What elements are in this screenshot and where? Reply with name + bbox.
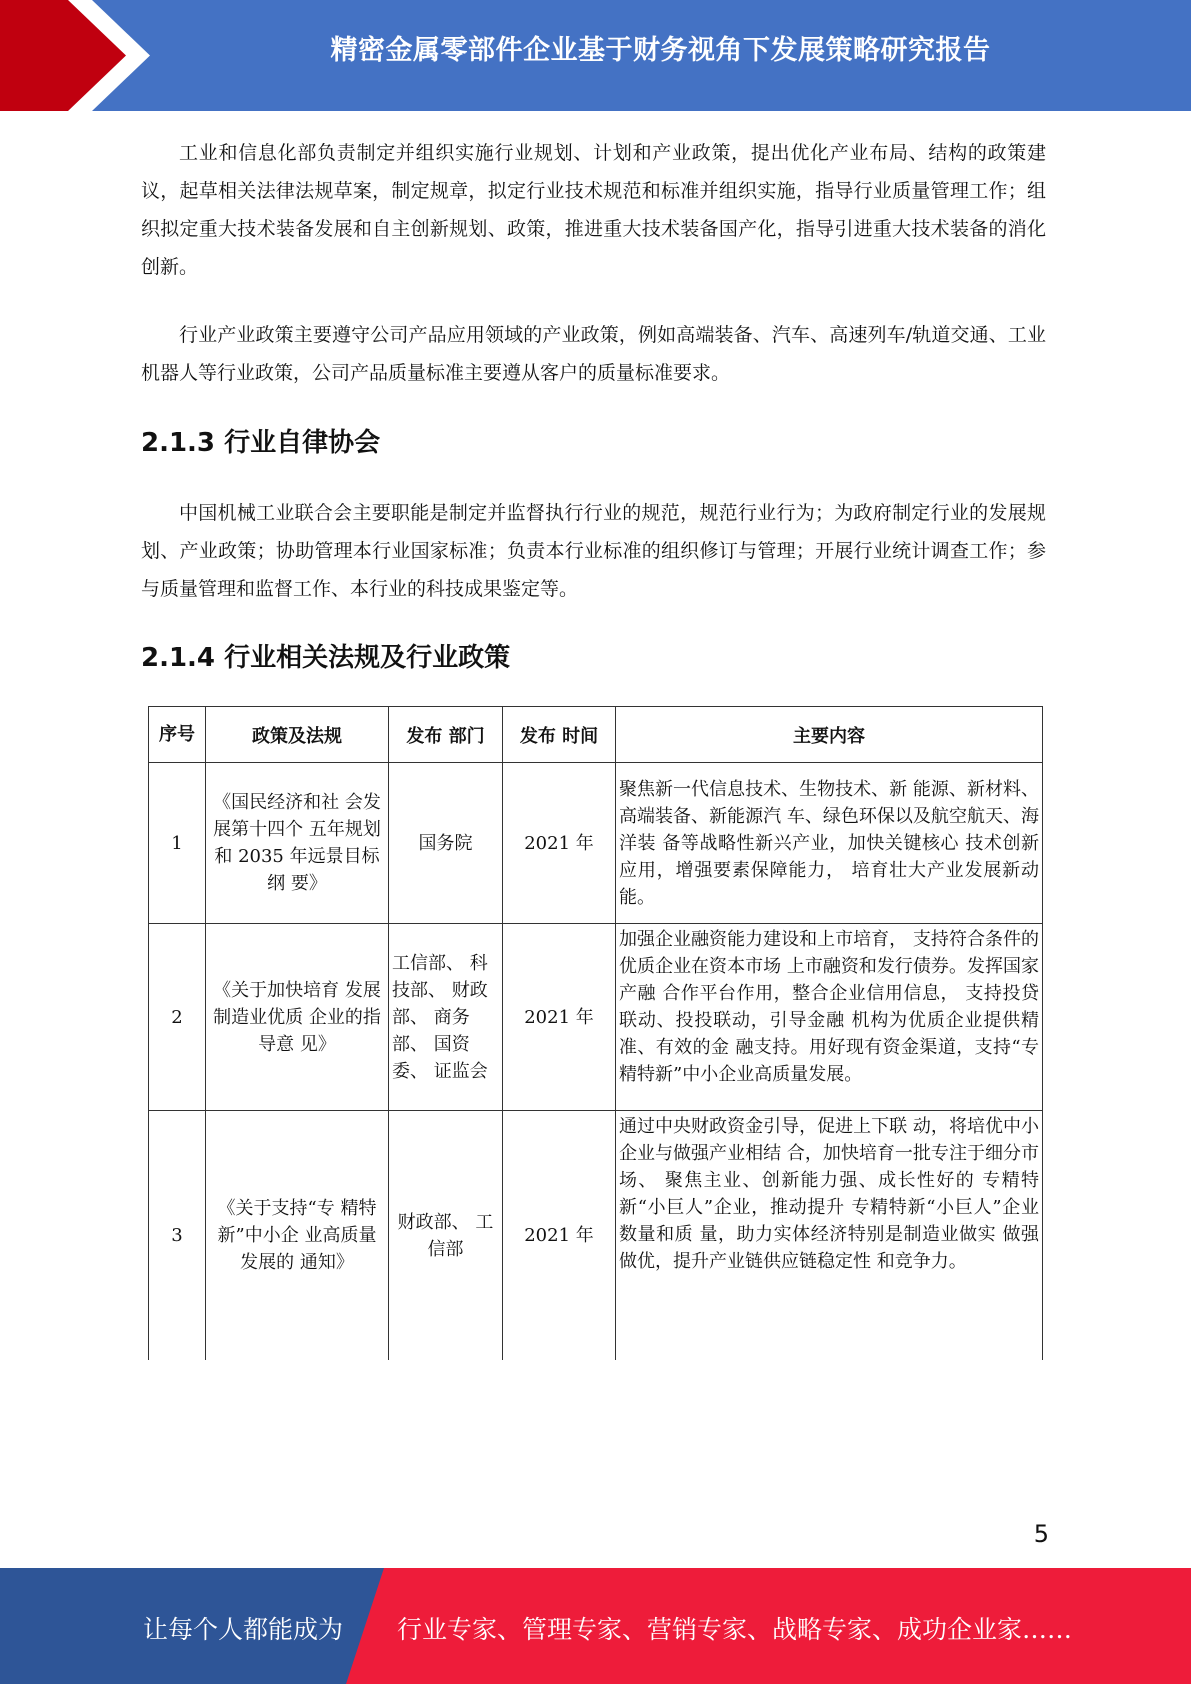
table-row [149, 763, 1043, 924]
header-policy: 政策及法规 [206, 707, 389, 763]
cell-no: 3 [149, 1111, 206, 1361]
cell-time: 2021 年 [503, 924, 616, 1111]
table-row [149, 924, 1043, 1111]
cell-no: 2 [149, 924, 206, 1111]
paragraph-association: 中国机械工业联合会主要职能是制定并监督执行行业的规范，规范行业行为；为政府制定行业的发展规划、产业政策；协助管理本行业国家标准；负责本行业标准的组织修订与管理；开展行业统计调查工作；参与质量管理和监督工作、本行业的科技成果鉴定等。 [141, 502, 1046, 600]
header-corner-arrow [0, 0, 150, 111]
cell-time: 2021 年 [503, 1111, 616, 1361]
cell-content: 聚焦新一代信息技术、生物技术、新 能源、新材料、高端装备、新能源汽 车、绿色环保以及航空航天、海洋装 备等战略性新兴产业，加快关键核心 技术创新应用，增强要素保障能力， 培育壮大产业发展新动能。 [616, 763, 1043, 924]
table-header-row [149, 707, 1043, 763]
section-heading-regulations: 2.1.4 行业相关法规及行业政策 [141, 643, 511, 673]
cell-no: 1 [149, 763, 206, 924]
cell-policy: 《关于支持“专 精特新”中小企 业高质量发展的 通知》 [206, 1111, 389, 1361]
paragraph-industry-policy: 行业产业政策主要遵守公司产品应用领域的产业政策，例如高端装备、汽车、高速列车/轨道交通、工业机器人等行业政策，公司产品质量标准主要遵从客户的质量标准要求。 [141, 324, 1046, 384]
header-no: 序号 [149, 707, 206, 763]
cell-time: 2021 年 [503, 763, 616, 924]
footer-slogan-left: 让每个人都能成为 [143, 1615, 344, 1644]
section-heading-self-regulation: 2.1.3 行业自律协会 [141, 428, 381, 458]
page-header [0, 0, 1191, 111]
header-time: 发布 时间 [503, 707, 616, 763]
cell-policy: 《关于加快培育 发展制造业优质 企业的指导意 见》 [206, 924, 389, 1111]
cell-dept: 国务院 [389, 763, 503, 924]
footer-slogan-right: 行业专家、管理专家、营销专家、战略专家、成功企业家…… [397, 1615, 1073, 1644]
header-dept: 发布 部门 [389, 707, 503, 763]
cell-content: 通过中央财政资金引导，促进上下联 动，将培优中小企业与做强产业相结 合，加快培育一批专注于细分市场、 聚焦主业、创新能力强、成长性好的 专精特新“小巨人”企业，推动提升 专精特新“小巨人”企业数量和质 量，助力实体经济特别是制造业做实 做强做优，提升产业链供应链稳定性 和竞争力。 [616, 1111, 1043, 1361]
header-content: 主要内容 [616, 707, 1043, 763]
cell-content: 加强企业融资能力建设和上市培育， 支持符合条件的优质企业在资本市场 上市融资和发行债券。发挥国家产融 合作平台作用，整合企业信用信息， 支持投贷联动、投投联动，引导金融 机构为优质企业提供精准、有效的金 融支持。用好现有资金渠道，支持“专精特新”中小企业高质量发展。 [616, 924, 1043, 1111]
paragraph-ministry: 工业和信息化部负责制定并组织实施行业规划、计划和产业政策，提出优化产业布局、结构的政策建议，起草相关法律法规草案，制定规章，拟定行业技术规范和标准并组织实施，指导行业质量管理工作；组织拟定重大技术装备发展和自主创新规划、政策，推进重大技术装备国产化，指导引进重大技术装备的消化创新。 [141, 142, 1046, 278]
cell-dept: 财政部、 工信部 [389, 1111, 503, 1361]
report-title: 精密金属零部件企业基于财务视角下发展策略研究报告 [330, 35, 991, 66]
page-footer [0, 1568, 1191, 1684]
policy-table [148, 706, 1043, 1360]
table-row [149, 1111, 1043, 1361]
cell-dept: 工信部、 科技部、 财政部、 商务部、 国资委、 证监会 [389, 924, 503, 1111]
page-number: 5 [1033, 1520, 1049, 1548]
cell-policy: 《国民经济和社 会发展第十四个 五年规划和 2035 年远景目标纲 要》 [206, 763, 389, 924]
